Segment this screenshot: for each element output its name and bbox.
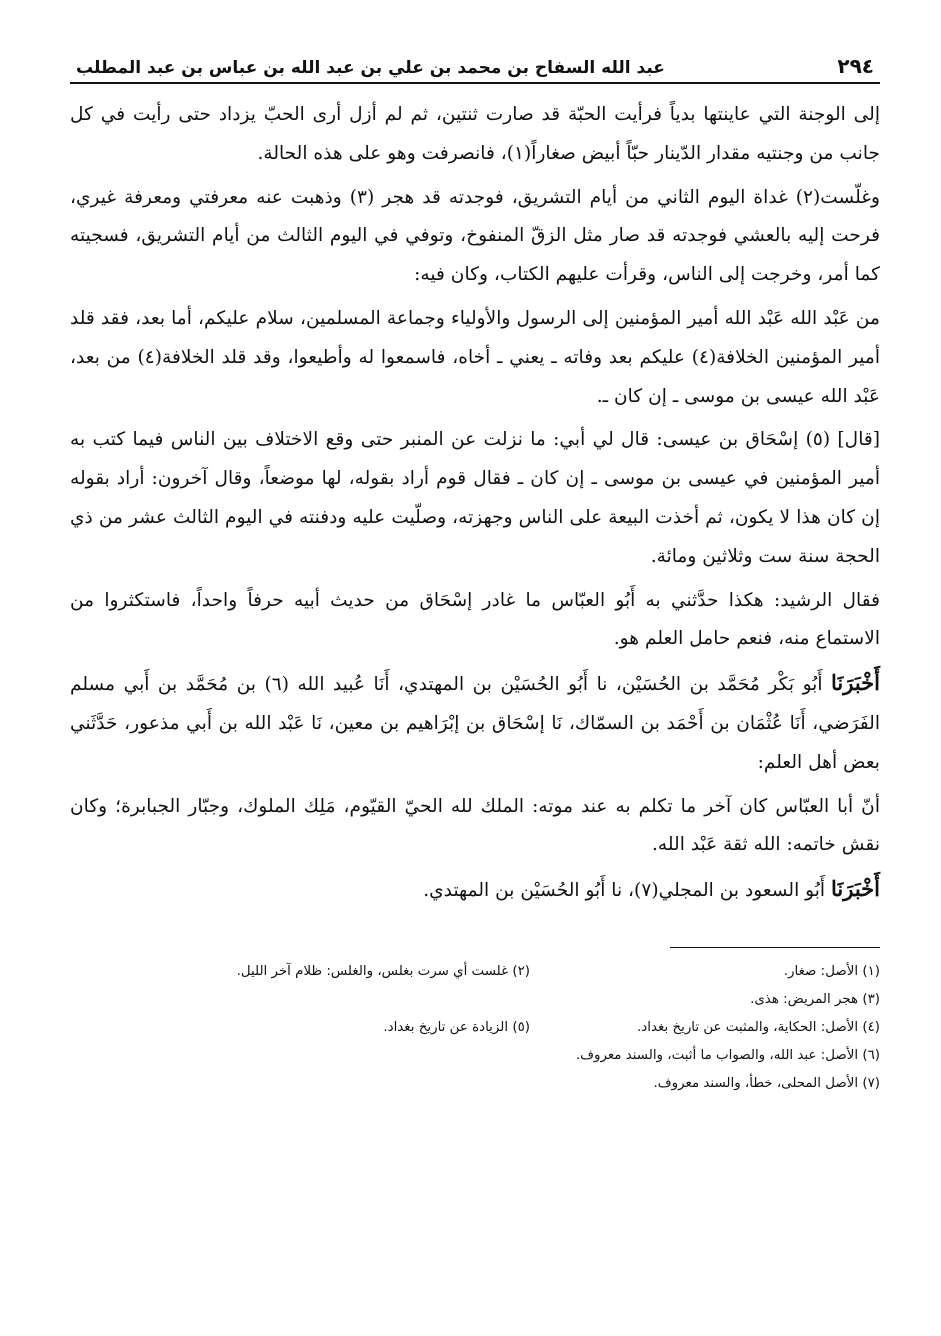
paragraph-5: فقال الرشيد: هكذا حدَّثني به أَبُو العبّاس ما غادر إسْحَاق من حديث أبيه حرفاً واحداً، فاستكثروا من الاستماع منه، فنعم حامل العلم هو. [70, 589, 880, 650]
footnote-row [70, 958, 880, 986]
footnote-row [70, 1042, 880, 1070]
akhbarana-lead: أَخْبَرَنَا [831, 670, 880, 696]
footnote-6: (٦) الأصل: عبد الله، والصواب ما أثبت، والسند معروف. [575, 1047, 880, 1063]
footnotes [70, 958, 880, 1098]
running-header [70, 50, 880, 82]
paragraph-6-text: أَبُو بَكْر مُحَمَّد بن الحُسَيْن، نا أَبُو الحُسَيْن بن المهتدي، أَنَا عُبيد الله (٦) بن مُحَمَّد بن أَبي مسلم الفَرَضي، أَنَا عُثْمَان بن أَحْمَد بن السمّاك، نَا إسْحَاق بن إبْرَاهيم بن معين، نَا عَبْد الله بن أَبي مذعور، حَدَّثَني بعض أهل العلم: [70, 674, 880, 773]
footnote-row [70, 1014, 880, 1042]
paragraph-2: وغلّست(٢) غداة اليوم الثاني من أيام التشريق، فوجدته قد هجر (٣) وذهبت عنه معرفتي ومعرفة غيري، فرحت إليه بالعشي فوجدته قد صار مثل الزقّ المنفوخ، وتوفي في اليوم الثالث من أيام التشريق، فسجيته كما أمر، وخرجت إلى الناس، وقرأت عليهم الكتاب، وكان فيه: [70, 186, 880, 286]
footnote-rule [670, 947, 880, 948]
paragraph-3: من عَبْد الله عَبْد الله أمير المؤمنين إلى الرسول والأولياء وجماعة المسلمين، سلام عليكم، أما بعد، فقد قلد أمير المؤمنين الخلافة(٤) عليكم بعد وفاته ـ يعني ـ أخاه، فاسمعوا له وأطيعوا، وقد قلد الخلافة(٤) من بعد، عَبْد الله عيسى بن موسى ـ إن كان ـ. [70, 307, 880, 407]
paragraph-7: أنّ أبا العبّاس كان آخر ما تكلم به عند موته: الملك لله الحيّ القيّوم، مَلِك الملوك، وجبّار الجبابرة؛ وكان نقش خاتمه: الله ثقة عَبْد الله. [70, 795, 880, 856]
paragraph-4: [قال] (٥) إسْحَاق بن عيسى: قال لي أبي: ما نزلت عن المنبر حتى وقع الاختلاف بين الناس فيما كتب به أمير المؤمنين في عيسى بن موسى ـ إن كان ـ فقال قوم أراد بقوله، لها موضعاً، وقال آخرون: أراد بقوله إن كان هذا لا يكون، ثم أخذت البيعة على الناس وجهزته، وصلّيت عليه ودفنته في اليوم الثالث عشر من ذي الحجة سنة ست وثلاثين ومائة. [70, 429, 880, 567]
footnote-row [70, 1070, 880, 1098]
running-title: عبد الله السفاح بن محمد بن علي بن عبد الله بن عباس بن عبد المطلب [76, 58, 665, 78]
paragraph-1: إلى الوجنة التي عاينتها بدياً فرأيت الحبّة قد صارت ثنتين، ثم لم أزل أرى الحبّ يزداد حتى رأيت في كل جانب من وجنتيه مقدار الدّينار حبّاً أبيض صغاراً(١)، فانصرفت وهو على هذه الحالة. [70, 104, 880, 164]
paragraph-8 [70, 870, 880, 911]
footnote-4: (٤) الأصل: الحكاية، والمثبت عن تاريخ بغداد. [637, 1019, 880, 1035]
footnote-3: (٣) هجر المريض: هذى. [750, 991, 880, 1007]
footnote-row [70, 986, 880, 1014]
paragraph-8-text: أَبُو السعود بن المجلي(٧)، نا أَبُو الحُسَيْن بن المهتدي. [423, 880, 832, 902]
footnote-2: (٢) غلست أي سرت بغلس، والغلس: ظلام آخر الليل. [236, 963, 530, 979]
paragraph-6 [70, 664, 880, 782]
book-page [70, 50, 880, 1300]
footnote-1: (١) الأصل: صغار. [783, 963, 880, 979]
akhbarana-lead-2: أَخْبَرَنَا [831, 876, 880, 902]
page-number: ٢٩٤ [837, 54, 874, 78]
footnote-7: (٧) الأصل المحلى، خطأ، والسند معروف. [653, 1075, 880, 1091]
main-text [70, 96, 880, 911]
footnote-5: (٥) الزيادة عن تاريخ بغداد. [383, 1019, 530, 1035]
header-rule [70, 82, 880, 84]
